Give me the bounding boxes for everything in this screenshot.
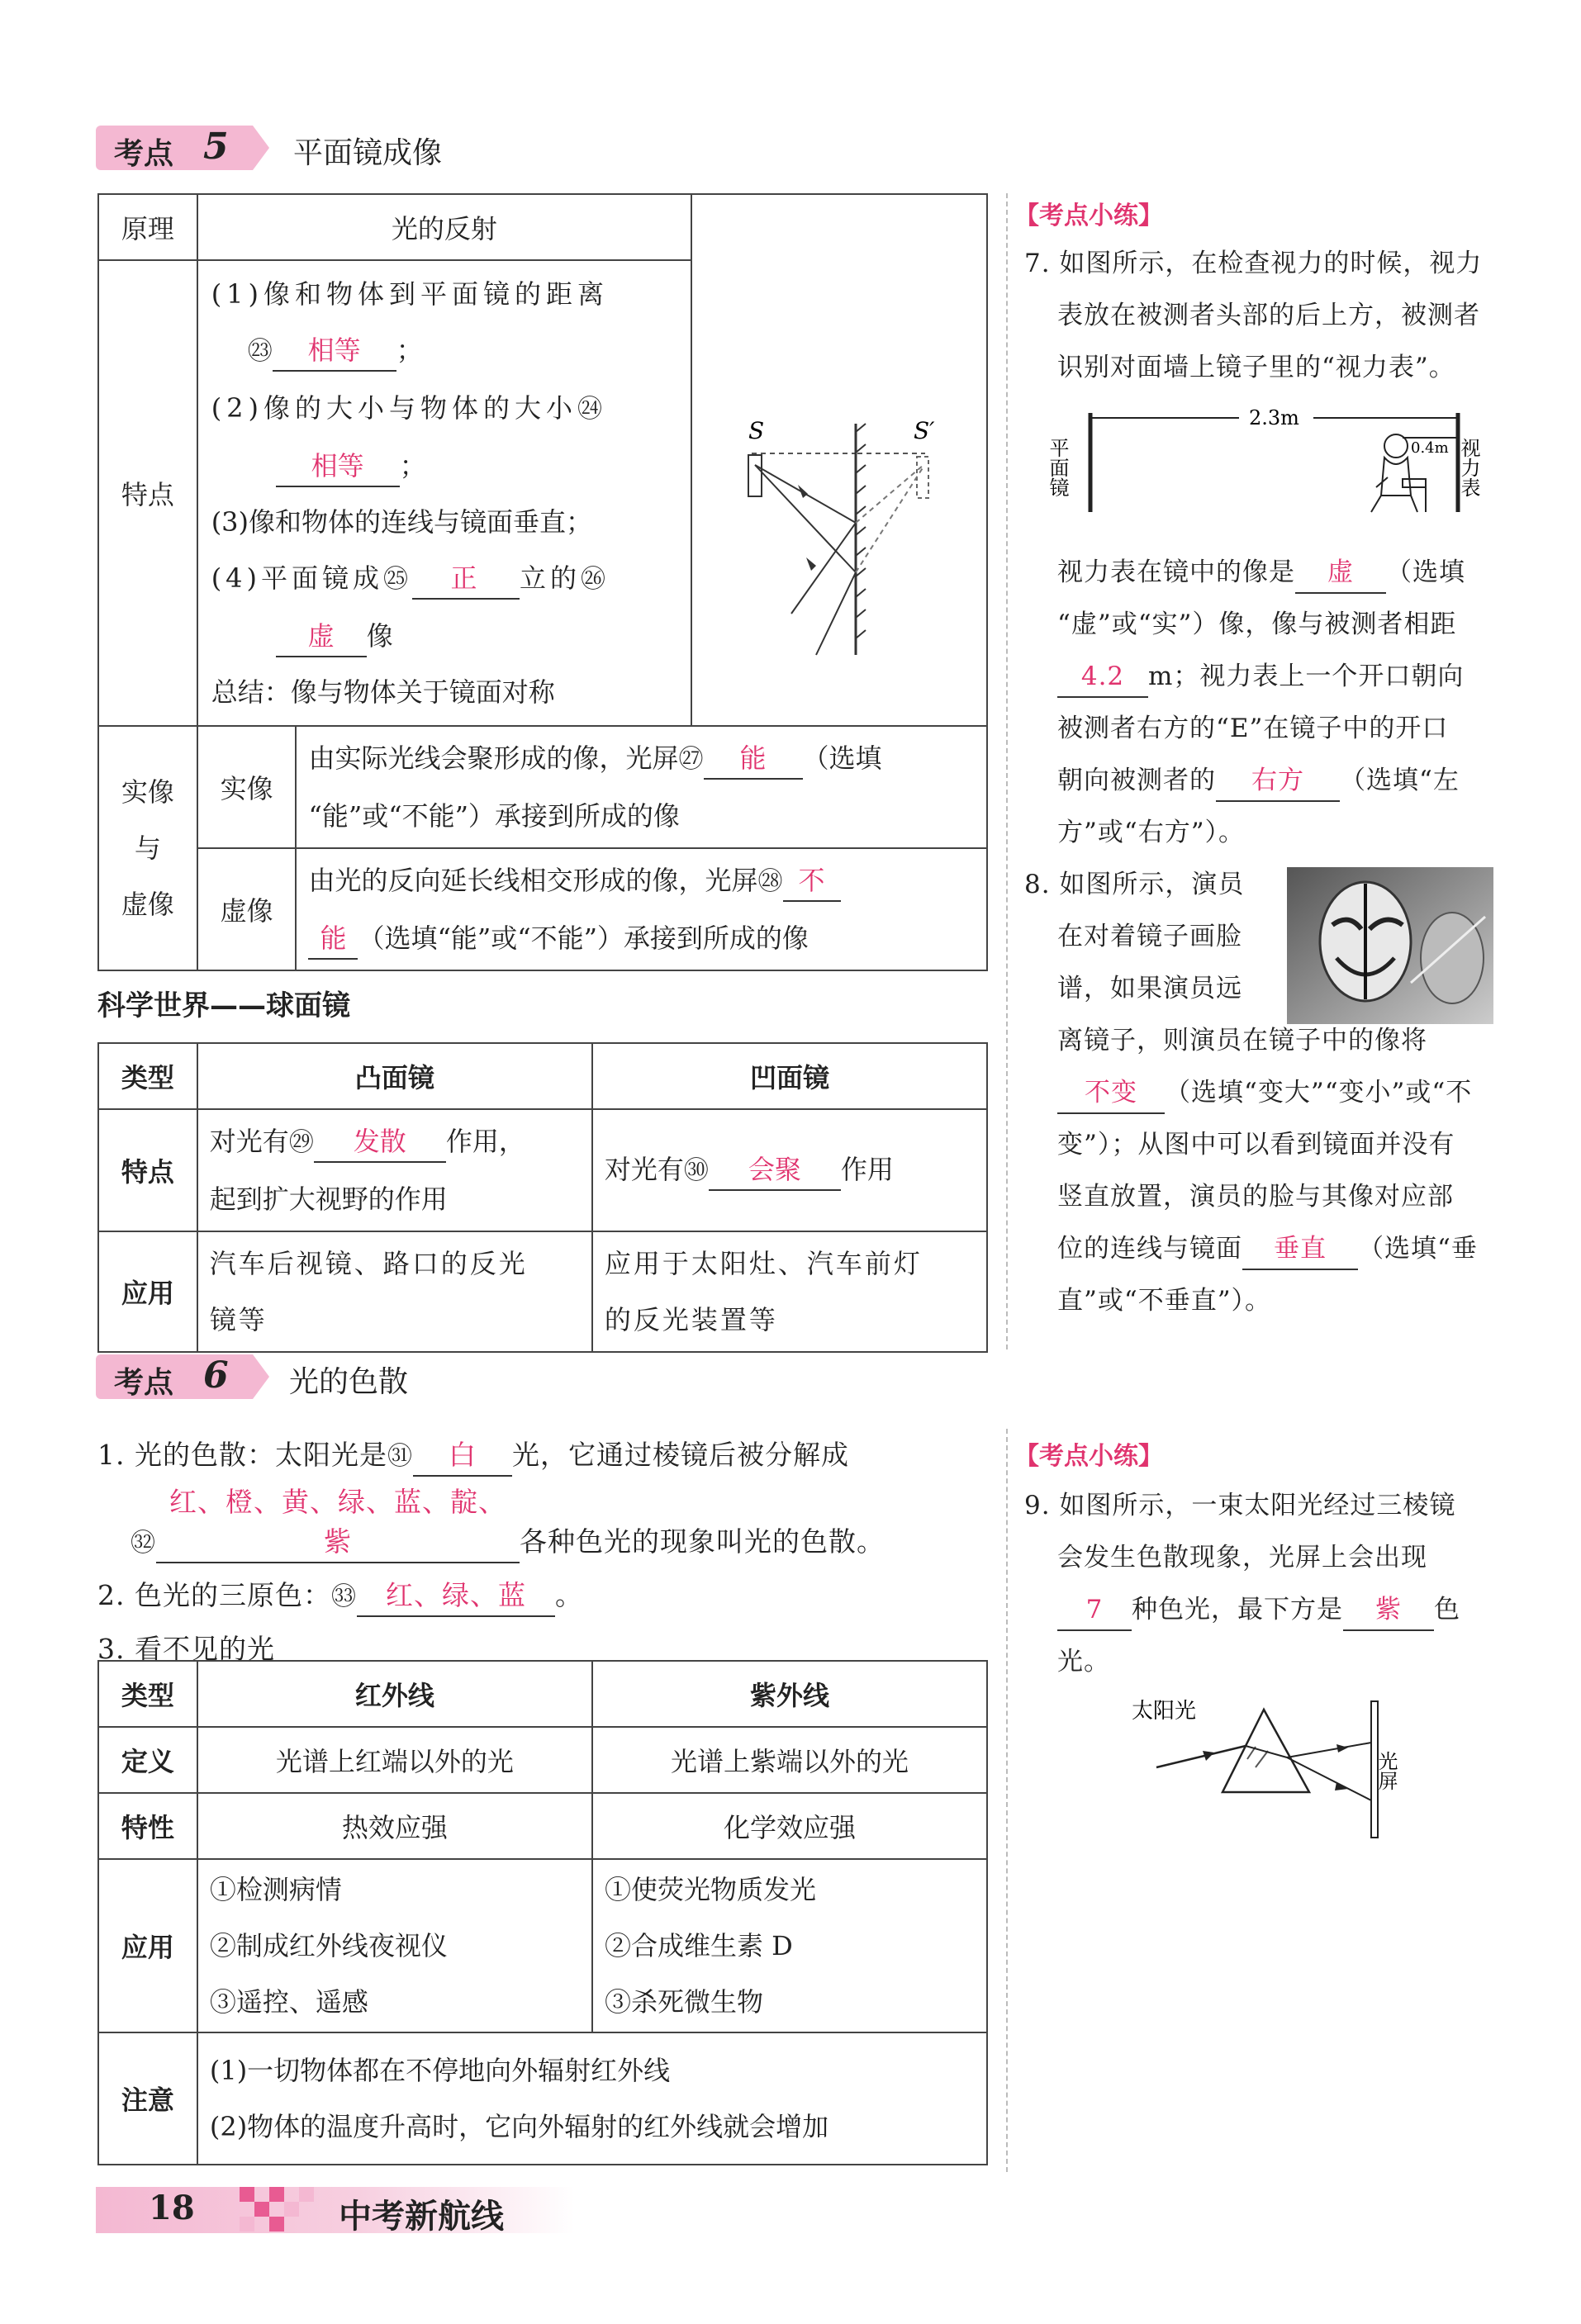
q7-e-post: （选填“左 (1340, 766, 1460, 795)
q8-d-post: （选填“垂 (1358, 1234, 1478, 1264)
invisible-light-table (97, 1660, 988, 2165)
real-image-text (296, 726, 987, 848)
header-ultraviolet: 紫外线 (592, 1661, 987, 1727)
feature-content (197, 260, 691, 726)
blank-24-number: ㉔ (577, 395, 608, 424)
ultraviolet-applications (592, 1859, 987, 2032)
feature-1-tail: ； (396, 334, 423, 366)
brand-name: 中考新航线 (339, 2198, 504, 2236)
infrared-property: 热效应强 (197, 1793, 592, 1859)
uv-apply-2: ②合成维生素 D (604, 1930, 793, 1961)
blank-24-answer: 相等 (276, 446, 400, 487)
checker-decoration (240, 2187, 322, 2233)
infrared-definition: 光谱上红端以外的光 (197, 1727, 592, 1793)
q8-blank-perpendicular: 垂直 (1242, 1229, 1358, 1270)
column-divider-1 (1006, 193, 1008, 1349)
concave-text-1: 对光有 (604, 1154, 684, 1185)
real-text-1: 由实际光线会聚形成的像，光屏 (308, 742, 679, 774)
convex-text-2: 作用， (445, 1126, 525, 1157)
q7-a-pre: 视力表在镜中的像是 (1057, 557, 1295, 587)
mirror-diagram-cell (691, 194, 987, 726)
eye-test-figure (1046, 388, 1503, 545)
ir-apply-1: ①检测病情 (209, 1874, 342, 1905)
q8-b: 变”）；从图中可以看到镜面并没有 (1057, 1130, 1455, 1160)
principle-label: 原理 (98, 194, 197, 260)
q9-c-post: 色 (1434, 1595, 1460, 1624)
mirror-table (97, 193, 988, 971)
real-image-label: 实像 (197, 726, 297, 848)
q8-c: 竖直放置，演员的脸与其像对应部 (1057, 1182, 1454, 1212)
property-label: 特性 (98, 1793, 197, 1859)
blank-26-answer: 虚 (276, 616, 367, 657)
section-title: 光的色散 (289, 1365, 409, 1399)
l1-post: 光，它通过棱镜后被分解成 (511, 1439, 849, 1471)
blank-31-number: ㉛ (387, 1442, 413, 1471)
blank-33-answer: 红、绿、蓝 (357, 1576, 555, 1617)
q8-line-2: 在对着镜子画脸 (1057, 922, 1242, 951)
feature-2-tail: ； (399, 450, 426, 481)
fig-screen-label: 光屏 (1374, 1751, 1398, 1790)
dispersion-text (97, 1429, 990, 1675)
virtual-image-text (296, 848, 987, 970)
concave-apply-2: 的反光装置等 (604, 1304, 778, 1335)
blank-30-number: ㉚ (683, 1156, 709, 1185)
application-label: 应用 (98, 1859, 197, 2032)
rv-label-3: 虚像 (121, 889, 174, 920)
q9-c-mid: 种色光，最下方是 (1132, 1595, 1343, 1624)
feature-4-tail: 像 (366, 620, 393, 652)
practice-tag-1: 【考点小练】 (1014, 202, 1163, 230)
blank-27-number: ㉗ (678, 745, 704, 774)
l2-post: 各种色光的现象叫光的色散。 (520, 1525, 885, 1558)
q7-c-post: m；视力表上一个开口朝向 (1148, 662, 1465, 691)
q8-blank-size: 不变 (1057, 1073, 1165, 1114)
blank-28-answer-1: 不 (783, 861, 841, 902)
ir-apply-3: ③遥控、遥感 (209, 1986, 368, 2018)
q8-d-pre: 位的连线与镜面 (1057, 1234, 1242, 1264)
feature-1-text: (1)像和物体到平面镜的距离 (211, 278, 610, 310)
blank-25-answer: 正 (412, 558, 520, 600)
real-text-3: “能”或“不能”）承接到所成的像 (308, 800, 680, 832)
actor-mirror-photo (1287, 867, 1493, 1024)
fig-dist2-label: 0.4m (1411, 439, 1449, 457)
blank-28-number: ㉘ (757, 867, 783, 896)
feature-label: 特点 (98, 1109, 197, 1231)
q7-blank-distance: 4.2 (1057, 657, 1148, 698)
convex-apply-1: 汽车后视镜、路口的反光 (209, 1248, 528, 1279)
convex-feature (197, 1109, 592, 1231)
section-label: 考点 (114, 137, 174, 171)
column-divider-2 (1006, 1429, 1008, 2172)
fig-mirror-label: 平面镜 (1046, 438, 1069, 497)
feature-label: 特点 (98, 260, 197, 726)
q8-line-3: 谱，如果演员远 (1057, 974, 1242, 1003)
q9-blank-count: 7 (1057, 1590, 1132, 1631)
convex-apply-2: 镜等 (209, 1304, 268, 1335)
note-2: (2)物体的温度升高时，它向外辐射的红外线就会增加 (209, 2111, 829, 2142)
question-9 (1024, 1480, 1503, 1688)
q9-a: 9. 如图所示，一束太阳光经过三棱镜 (1024, 1491, 1456, 1520)
q7-line-1: 7. 如图所示，在检查视力的时候，视力 (1024, 249, 1483, 278)
fig-chart-label: 视力表 (1457, 438, 1480, 497)
page-number: 18 (149, 2189, 195, 2227)
header-concave: 凹面镜 (592, 1043, 987, 1109)
uv-apply-3: ③杀死微生物 (604, 1986, 763, 2018)
concave-text-2: 作用 (840, 1154, 894, 1185)
uv-apply-1: ①使荧光物质发光 (604, 1874, 816, 1905)
header-type: 类型 (98, 1043, 197, 1109)
l3-pre: 2. 色光的三原色： (97, 1579, 331, 1611)
convex-text-3: 起到扩大视野的作用 (209, 1183, 448, 1215)
practice-tag-2: 【考点小练】 (1014, 1442, 1163, 1471)
q7-line-2: 表放在被测者头部的后上方，被测者 (1057, 301, 1480, 330)
question-7 (1024, 238, 1503, 394)
concave-apply (592, 1231, 987, 1352)
prism-figure (1132, 1685, 1429, 1850)
l1-pre: 1. 光的色散：太阳光是 (97, 1439, 387, 1471)
rv-label-1: 实像 (121, 776, 174, 808)
apply-label: 应用 (98, 1231, 197, 1352)
section-5-badge (96, 126, 253, 170)
q9-blank-color: 紫 (1343, 1590, 1434, 1631)
virtual-text-2: （选填“能”或“不能”）承接到所成的像 (358, 922, 809, 954)
q7-b: “虚”或“实”）像，像与被测者相距 (1057, 609, 1457, 639)
section-number: 5 (203, 126, 229, 168)
q7-blank-virtual: 虚 (1295, 553, 1386, 594)
diagram-s-prime-label: S′ (913, 417, 935, 444)
blank-27-answer: 能 (704, 738, 803, 780)
blank-30-answer: 会聚 (709, 1150, 841, 1191)
convex-apply (197, 1231, 592, 1352)
concave-apply-1: 应用于太阳灶、汽车前灯 (604, 1248, 923, 1279)
definition-label: 定义 (98, 1727, 197, 1793)
q8-line-1: 8. 如图所示，演员 (1024, 870, 1245, 899)
blank-33-number: ㉝ (330, 1582, 357, 1611)
l3-post: 。 (554, 1579, 583, 1611)
fig-sunlight-label: 太阳光 (1132, 1699, 1197, 1724)
blank-23-number: ㉓ (247, 337, 273, 366)
blank-32-answer: 红、橙、黄、绿、蓝、靛、紫 (156, 1482, 520, 1563)
blank-29-number: ㉙ (288, 1128, 314, 1157)
q8-line-4: 离镜子，则演员在镜子中的像将 (1057, 1026, 1427, 1055)
header-convex: 凸面镜 (197, 1043, 592, 1109)
ir-apply-2: ②制成红外线夜视仪 (209, 1930, 448, 1961)
principle-value: 光的反射 (197, 194, 691, 260)
q9-d: 光。 (1057, 1647, 1110, 1677)
q8-a-post: （选填“变大”“变小”或“不 (1165, 1078, 1473, 1107)
blank-29-answer: 发散 (314, 1122, 446, 1163)
real-virtual-label (98, 726, 197, 970)
blank-23-answer: 相等 (273, 330, 396, 372)
section-number: 6 (203, 1354, 229, 1397)
ultraviolet-property: 化学效应强 (592, 1793, 987, 1859)
feature-4-mid: 立的 (520, 562, 582, 594)
blank-25-number: ㉕ (383, 565, 413, 594)
q7-e-pre: 朝向被测者的 (1057, 766, 1216, 795)
concave-feature (592, 1109, 987, 1231)
real-text-2: （选填 (802, 742, 882, 774)
virtual-text-1: 由光的反向延长线相交形成的像，光屏 (308, 865, 758, 896)
fig-dist-label: 2.3m (1249, 406, 1299, 429)
ultraviolet-definition: 光谱上紫端以外的光 (592, 1727, 987, 1793)
question-7-answers (1057, 547, 1503, 859)
section-label: 考点 (114, 1366, 174, 1400)
section-title: 平面镜成像 (293, 136, 443, 170)
q7-blank-direction: 右方 (1216, 761, 1340, 802)
note-label: 注意 (98, 2032, 197, 2165)
blank-32-number: ㉜ (131, 1529, 156, 1558)
feature-2-text: (2)像的大小与物体的大小 (211, 392, 578, 424)
l4: 3. 看不见的光 (97, 1633, 275, 1665)
blank-31-answer: 白 (413, 1435, 512, 1477)
header-type: 类型 (98, 1661, 197, 1727)
header-infrared: 红外线 (197, 1661, 592, 1727)
notes (197, 2032, 987, 2165)
q7-f: 方”或“右方”）。 (1057, 818, 1246, 847)
feature-4-text: (4)平面镜成 (211, 562, 384, 594)
spherical-mirror-table (97, 1042, 988, 1353)
q7-a-post: （选填 (1386, 557, 1465, 587)
q9-b: 会发生色散现象，光屏上会出现 (1057, 1543, 1427, 1572)
diagram-s-label: S (748, 417, 765, 444)
summary-text: 总结：像与物体关于镜面对称 (211, 676, 555, 708)
virtual-image-label: 虚像 (197, 848, 297, 970)
blank-26-number: ㉖ (581, 565, 610, 594)
q7-line-3: 识别对面墙上镜子里的“视力表”。 (1057, 353, 1455, 382)
q7-d: 被测者右方的“E”在镜子中的开口 (1057, 714, 1449, 743)
blank-28-answer-2: 能 (308, 918, 358, 960)
q8-e: 直”或“不垂直”）。 (1057, 1286, 1272, 1316)
section-6-badge (96, 1354, 253, 1399)
convex-text-1: 对光有 (209, 1126, 289, 1157)
science-world-title: 科学世界——球面镜 (97, 989, 350, 1022)
rv-label-2: 与 (134, 832, 161, 864)
infrared-applications (197, 1859, 592, 2032)
note-1: (1)一切物体都在不停地向外辐射红外线 (209, 2055, 671, 2086)
mirror-diagram (692, 225, 986, 688)
feature-3-text: (3)像和物体的连线与镜面垂直； (211, 506, 593, 538)
